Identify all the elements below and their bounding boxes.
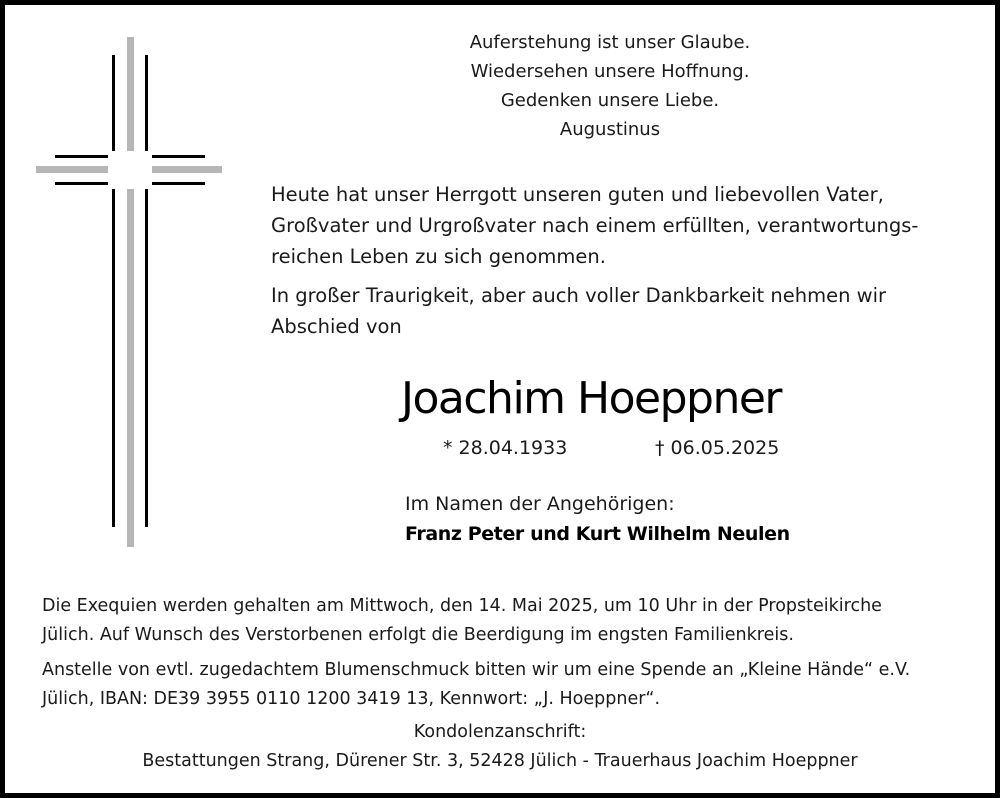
farewell-text [271, 280, 981, 342]
condolence-address: Bestattungen Strang, Dürener Str. 3, 52428 Jülich - Trauerhaus Joachim Hoeppner [142, 751, 858, 771]
service-line: Die Exequien werden gehalten am Mittwoch, den 14. Mai 2025, um 10 Uhr in der Propsteikirche [42, 596, 882, 616]
service-line: Jülich. Auf Wunsch des Verstorbenen erfolgt die Beerdigung im engsten Familienkreis. [42, 625, 794, 645]
family-intro: Im Namen der Angehörigen: [405, 493, 675, 515]
announcement-line: Heute hat unser Herrgott unseren guten und liebevollen Vater, [271, 183, 884, 206]
condolence-label: Kondolenzanschrift: [413, 722, 587, 742]
family-names: Franz Peter und Kurt Wilhelm Neulen [405, 523, 790, 545]
announcement-line: Großvater und Urgroßvater nach einem erfüllten, verantwortungs- [271, 214, 919, 237]
birth-date: * 28.04.1933 [443, 437, 568, 459]
quote-line: Auferstehung ist unser Glaube. [469, 32, 751, 53]
farewell-line: Abschied von [271, 315, 402, 338]
service-details [42, 592, 992, 650]
quote-block [410, 28, 810, 144]
announcement-line: reichen Leben zu sich genommen. [271, 245, 606, 268]
deceased-name: Joachim Hoeppner [401, 373, 781, 424]
quote-author: Augustinus [559, 119, 661, 140]
announcement-text [271, 179, 981, 272]
donation-line: Jülich, IBAN: DE39 3955 0110 1200 3419 13, Kennwort: „J. Hoeppner“. [42, 689, 661, 709]
donation-line: Anstelle von evtl. zugedachtem Blumenschmuck bitten wir um eine Spende an „Kleine Hände“ e.V. [42, 660, 911, 680]
farewell-line: In großer Traurigkeit, aber auch voller Dankbarkeit nehmen wir [271, 284, 887, 307]
death-date: † 06.05.2025 [655, 437, 780, 459]
donation-details [42, 656, 992, 714]
quote-line: Gedenken unsere Liebe. [500, 90, 720, 111]
condolence-block [5, 718, 995, 776]
quote-line: Wiedersehen unsere Hoffnung. [470, 61, 750, 82]
